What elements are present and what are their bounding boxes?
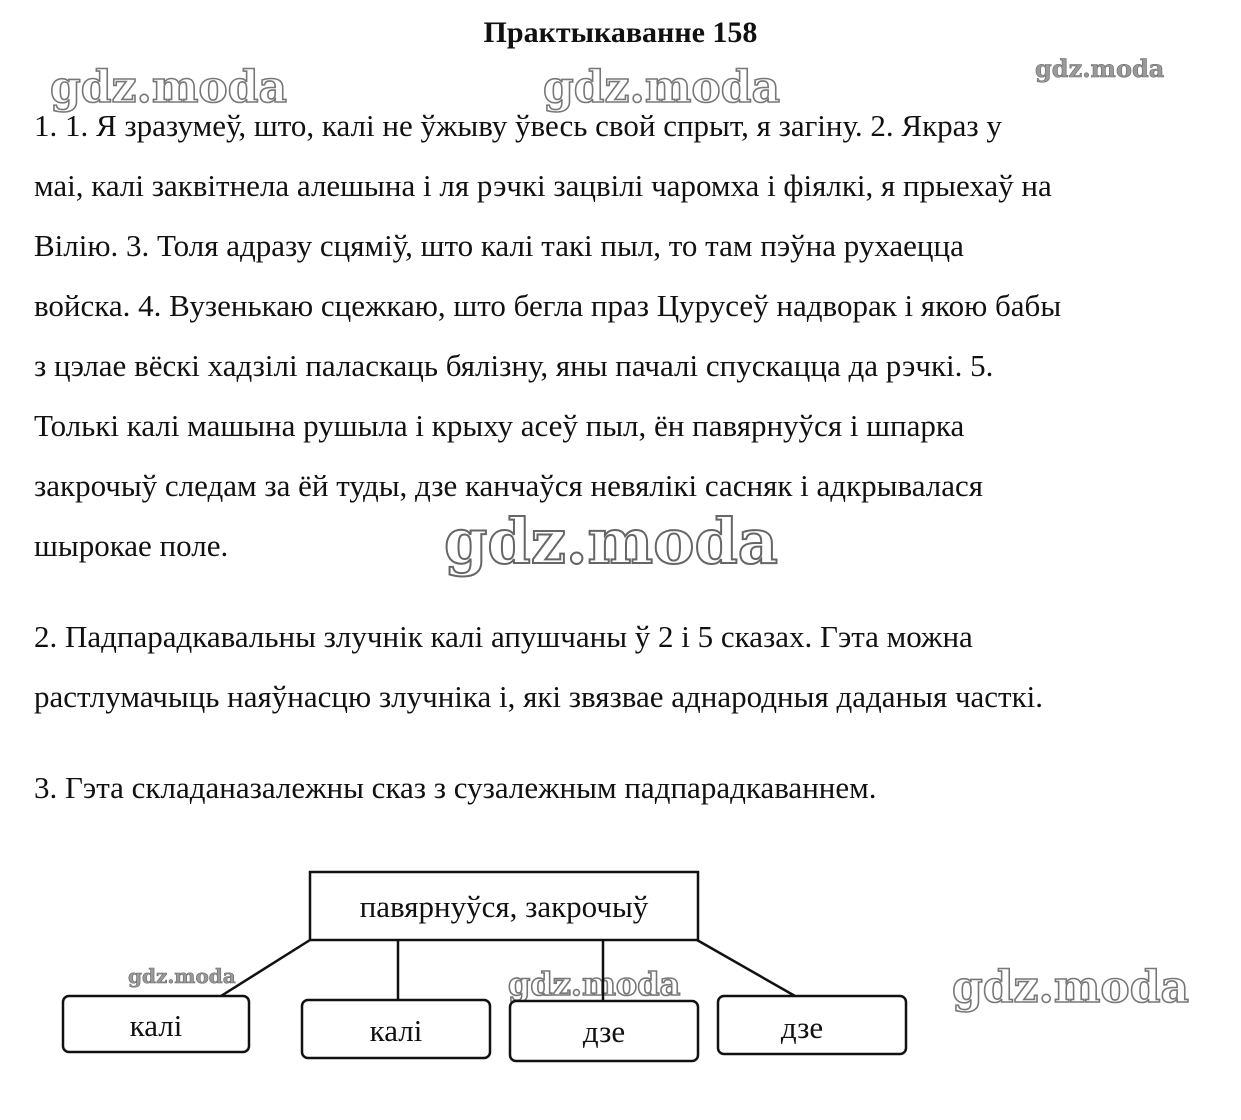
page-title: Практыкаванне 158	[483, 16, 758, 49]
watermark-diagram-left: gdz.moda	[128, 964, 236, 988]
watermark-top-center: gdz.moda	[543, 62, 781, 113]
watermark-diagram-center: gdz.moda	[508, 965, 681, 1003]
connector-line	[697, 940, 795, 996]
task-1-line: Вілію. 3. Толя адразу сцяміў, што калі такі пыл, то там пэўна рухаецца	[34, 228, 964, 263]
task-1-line: Толькі калі машына рушыла і крыху асеў пыл, ён павярнуўся і шпарка	[34, 408, 965, 443]
task-1-line: з цэлае вёскі хадзілі паласкаць бялізну, яны пачалі спускацца да рэчкі. 5.	[34, 348, 994, 383]
subordinate-label-4: дзе	[780, 1010, 824, 1045]
task-1-line: закрочыў следам за ёй туды, дзе канчаўся невялікі сасняк і адкрывалася	[34, 468, 983, 503]
connector-line	[221, 940, 310, 996]
watermark-top-left: gdz.moda	[50, 62, 288, 113]
watermark-bottom-right: gdz.moda	[952, 962, 1190, 1013]
main-clause-label: павярнуўся, закрочыў	[359, 889, 649, 924]
task-2-line: 2. Падпарадкавальны злучнік калі апушчаны ў 2 і 5 сказах. Гэта можна	[34, 619, 973, 654]
subordinate-label-2: калі	[369, 1013, 423, 1048]
task-1-line: шырокае поле.	[34, 528, 229, 563]
task-1-line: войска. 4. Вузенькаю сцежкаю, што бегла праз Цурусеў надворак і якою бабы	[34, 288, 1062, 323]
subordinate-label-1: калі	[129, 1008, 183, 1043]
task-3-line: 3. Гэта складаназалежны сказ з сузалежным падпарадкаваннем.	[34, 770, 877, 805]
watermark-top-right: gdz.moda	[1035, 54, 1165, 83]
watermark-center: gdz.moda	[444, 505, 778, 578]
subordinate-label-3: дзе	[582, 1014, 626, 1049]
task-2-line: растлумачыць наяўнасцю злучніка і, які звязвае аднародныя даданыя часткі.	[34, 679, 1044, 714]
task-1-line: маі, калі заквітнела алешына і ля рэчкі зацвілі чаромха і фіялкі, я прыехаў на	[34, 168, 1052, 203]
task-1-line: 1. 1. Я зразумеў, што, калі не ўжыву ўвесь свой спрыт, я загіну. 2. Якраз у	[34, 108, 1002, 143]
